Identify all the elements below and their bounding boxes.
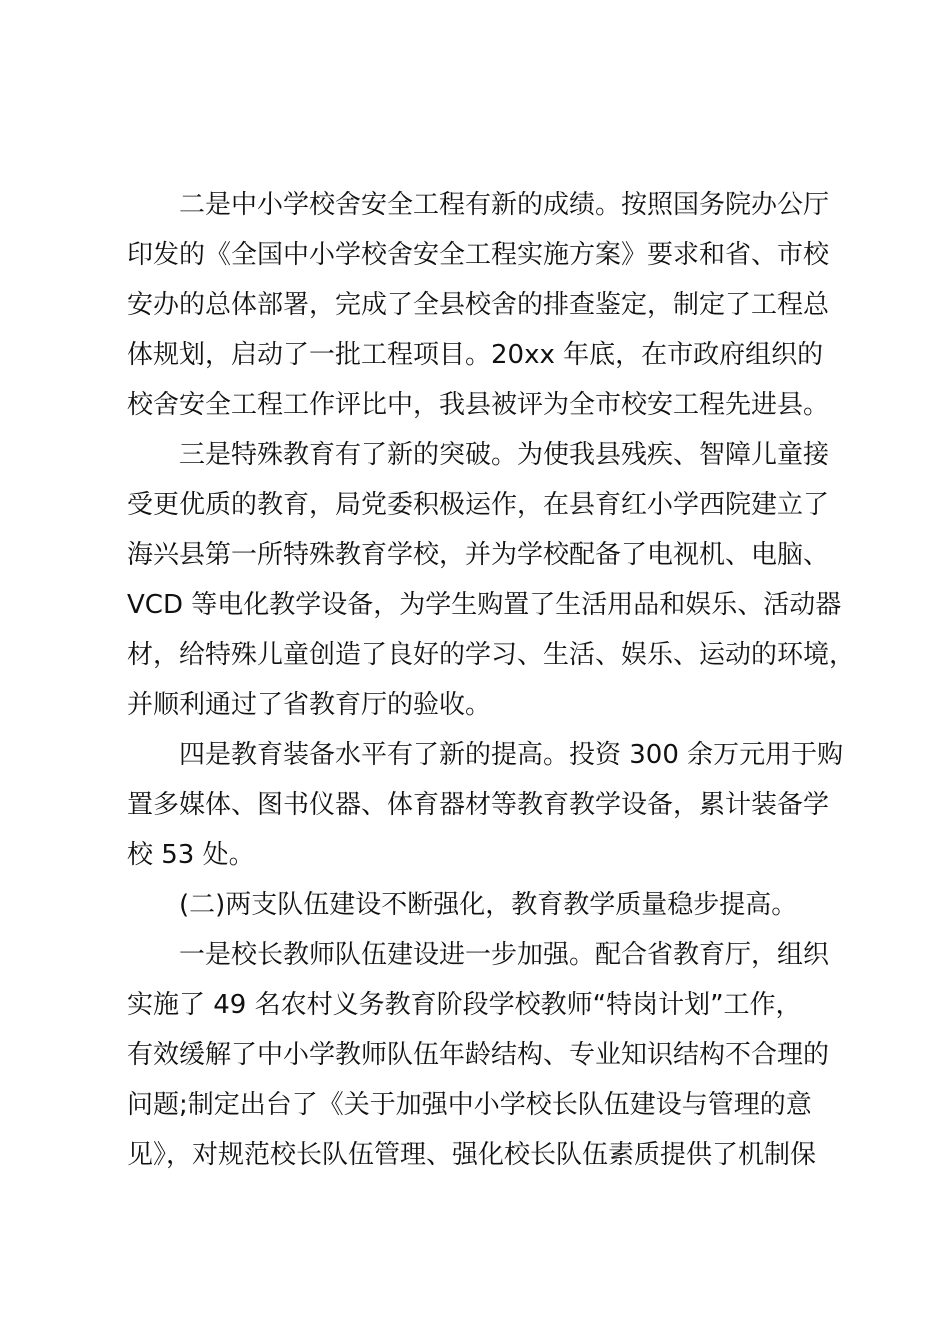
paragraph-1-line-5: 校舍安全工程工作评比中，我县被评为全市校安工程先进县。 [127, 390, 830, 420]
paragraph-1-line-4: 体规划，启动了一批工程项目。20xx 年底，在市政府组织的 [127, 340, 824, 370]
paragraph-1-line-3: 安办的总体部署，完成了全县校舍的排查鉴定，制定了工程总 [127, 290, 830, 320]
paragraph-4-line-4: 问题;制定出台了《关于加强中小学校长队伍建设与管理的意 [127, 1090, 812, 1120]
paragraph-4-line-2: 实施了 49 名农村义务教育阶段学校教师“特岗计划”工作， [127, 990, 802, 1020]
paragraph-1-line-1: 二是中小学校舍安全工程有新的成绩。按照国务院办公厅 [179, 190, 830, 220]
paragraph-2-line-6: 并顺利通过了省教育厅的验收。 [127, 690, 492, 720]
paragraph-2-line-1: 三是特殊教育有了新的突破。为使我县残疾、智障儿童接 [179, 440, 830, 470]
paragraph-3-line-3: 校 53 处。 [127, 840, 255, 870]
paragraph-4-line-3: 有效缓解了中小学教师队伍年龄结构、专业知识结构不合理的 [127, 1040, 830, 1070]
paragraph-2-line-2: 受更优质的教育，局党委积极运作，在县育红小学西院建立了 [127, 490, 830, 520]
paragraph-1-line-2: 印发的《全国中小学校舍安全工程实施方案》要求和省、市校 [127, 240, 830, 270]
paragraph-4-line-1: 一是校长教师队伍建设进一步加强。配合省教育厅，组织 [179, 940, 830, 970]
paragraph-2-line-4: VCD 等电化教学设备，为学生购置了生活用品和娱乐、活动器 [127, 590, 842, 620]
paragraph-3-line-1: 四是教育装备水平有了新的提高。投资 300 余万元用于购 [179, 740, 844, 770]
paragraph-2-line-5: 材，给特殊儿童创造了良好的学习、生活、娱乐、运动的环境， [127, 640, 856, 670]
paragraph-2-line-3: 海兴县第一所特殊教育学校，并为学校配备了电视机、电脑、 [127, 540, 830, 570]
section-heading: (二)两支队伍建设不断强化，教育教学质量稳步提高。 [179, 890, 798, 920]
paragraph-3-line-2: 置多媒体、图书仪器、体育器材等教育教学设备，累计装备学 [127, 790, 830, 820]
paragraph-4-line-5: 见》，对规范校长队伍管理、强化校长队伍素质提供了机制保 [127, 1140, 817, 1170]
